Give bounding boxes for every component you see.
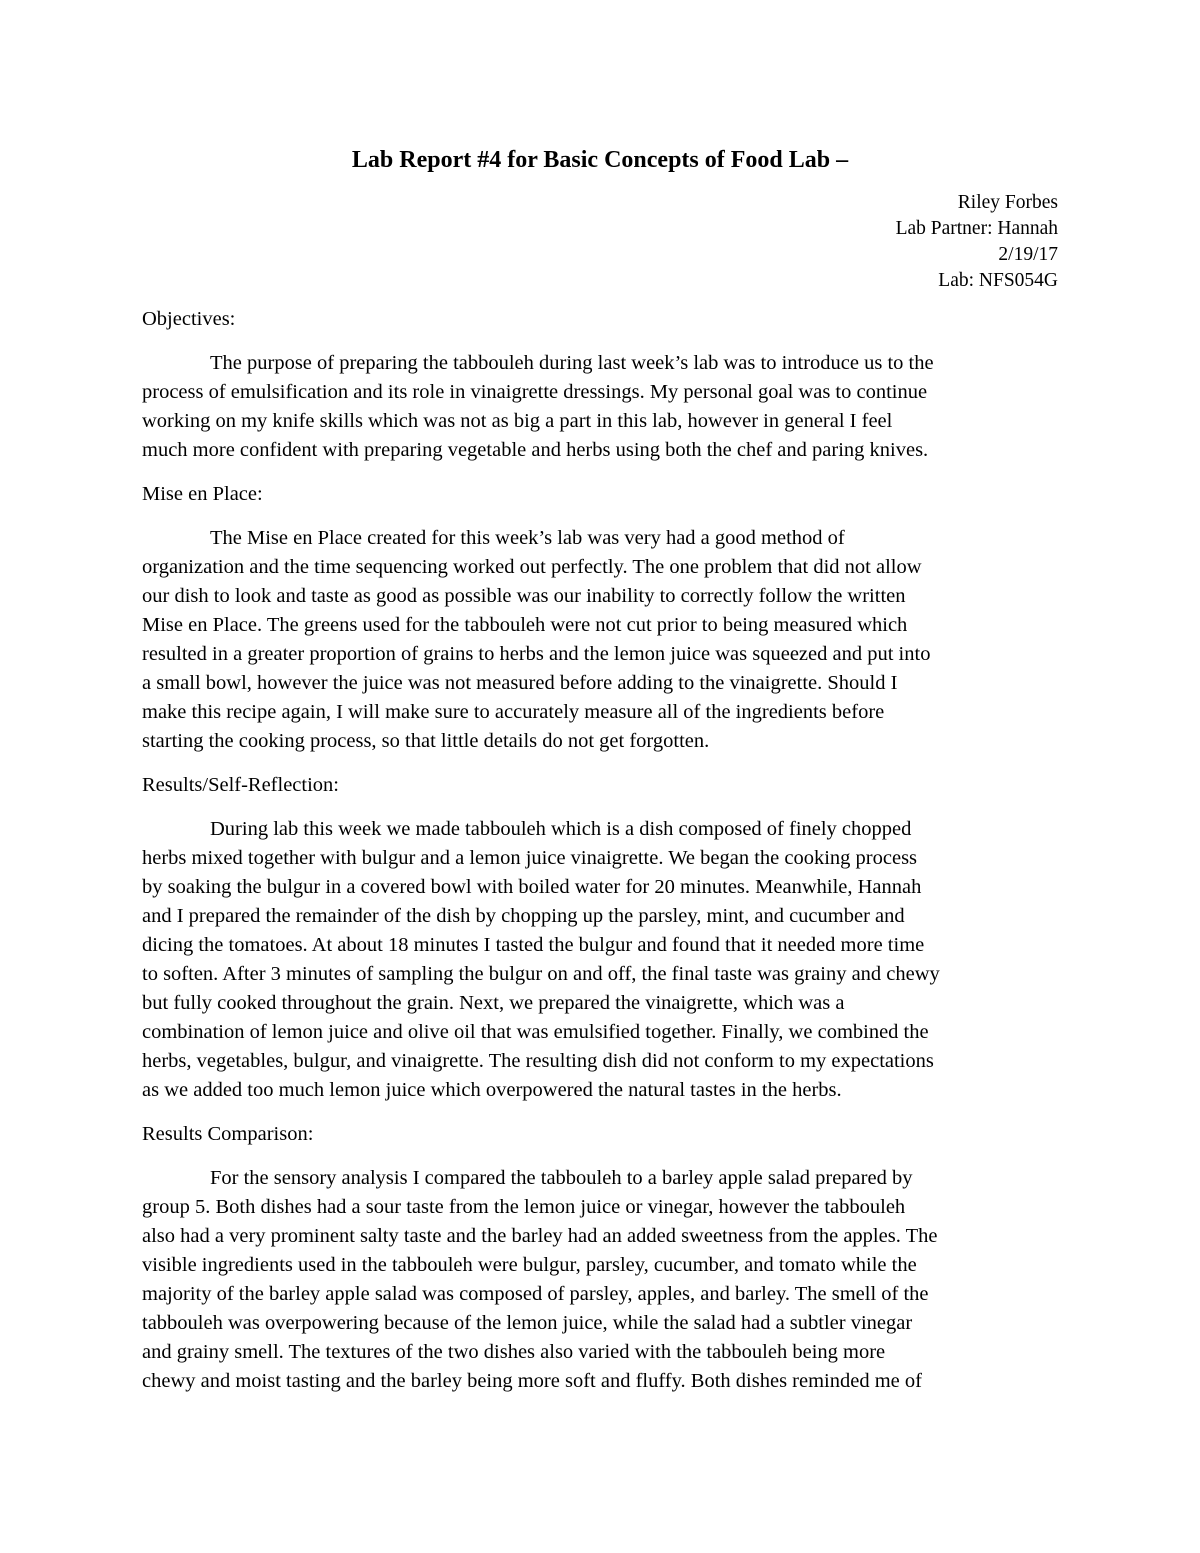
paragraph-line: make this recipe again, I will make sure to accurately measure all of the ingredients before	[142, 701, 885, 723]
paragraph-line: majority of the barley apple salad was composed of parsley, apples, and barley. The smell of the	[142, 1283, 929, 1305]
section-heading: Objectives:	[142, 308, 236, 330]
paragraph-line: group 5. Both dishes had a sour taste from the lemon juice or vinegar, however the tabbouleh	[142, 1196, 906, 1218]
paragraph-line: a small bowl, however the juice was not measured before adding to the vinaigrette. Should I	[142, 672, 898, 694]
paragraph-line: as we added too much lemon juice which overpowered the natural tastes in the herbs.	[142, 1079, 842, 1101]
paragraph-line: organization and the time sequencing worked out perfectly. The one problem that did not allow	[142, 556, 922, 578]
section-heading: Mise en Place:	[142, 483, 263, 505]
paragraph-line: For the sensory analysis I compared the tabbouleh to a barley apple salad prepared by	[210, 1167, 913, 1189]
paragraph-line: to soften. After 3 minutes of sampling the bulgur on and off, the final taste was grainy and chewy	[142, 963, 940, 985]
paragraph-line: much more confident with preparing vegetable and herbs using both the chef and paring knives.	[142, 439, 929, 461]
section-objectives	[142, 305, 1062, 465]
paragraph-line: and grainy smell. The textures of the two dishes also varied with the tabbouleh being more	[142, 1341, 886, 1363]
paragraph-line: working on my knife skills which was not as big a part in this lab, however in general I feel	[142, 410, 893, 432]
paragraph-line: The purpose of preparing the tabbouleh during last week’s lab was to introduce us to the	[210, 352, 934, 374]
lab-partner: Lab Partner: Hannah	[895, 218, 1058, 239]
document-title: Lab Report #4 for Basic Concepts of Food Lab –	[351, 147, 849, 173]
section-paragraph	[142, 815, 1062, 1105]
paragraph-line: but fully cooked throughout the grain. Next, we prepared the vinaigrette, which was a	[142, 992, 845, 1014]
section-paragraph	[142, 349, 1062, 465]
paragraph-line: herbs, vegetables, bulgur, and vinaigrette. The resulting dish did not conform to my expectations	[142, 1050, 934, 1072]
lab-code: Lab: NFS054G	[938, 270, 1058, 291]
author-name: Riley Forbes	[957, 192, 1058, 213]
section-results-self-reflection	[142, 771, 1062, 1105]
paragraph-line: The Mise en Place created for this week’s lab was very had a good method of	[210, 527, 845, 549]
paragraph-line: combination of lemon juice and olive oil that was emulsified together. Finally, we combined the	[142, 1021, 929, 1043]
report-date: 2/19/17	[998, 244, 1058, 265]
section-results-comparison	[142, 1120, 1062, 1396]
document-body	[142, 305, 1062, 1411]
paragraph-line: process of emulsification and its role in vinaigrette dressings. My personal goal was to continue	[142, 381, 928, 403]
paragraph-line: our dish to look and taste as good as possible was our inability to correctly follow the written	[142, 585, 906, 607]
paragraph-line: tabbouleh was overpowering because of the lemon juice, while the salad had a subtler vinegar	[142, 1312, 913, 1334]
paragraph-line: herbs mixed together with bulgur and a lemon juice vinaigrette. We began the cooking process	[142, 847, 918, 869]
section-heading: Results/Self-Reflection:	[142, 774, 339, 796]
author-block	[896, 190, 1058, 294]
section-mise-en-place	[142, 480, 1062, 756]
paragraph-line: by soaking the bulgur in a covered bowl with boiled water for 20 minutes. Meanwhile, Hannah	[142, 876, 922, 898]
paragraph-line: visible ingredients used in the tabbouleh were bulgur, parsley, cucumber, and tomato while the	[142, 1254, 917, 1276]
section-paragraph	[142, 524, 1062, 756]
section-paragraph	[142, 1164, 1062, 1396]
paragraph-line: also had a very prominent salty taste and the barley had an added sweetness from the apples. The	[142, 1225, 938, 1247]
paragraph-line: chewy and moist tasting and the barley being more soft and fluffy. Both dishes reminded me of	[142, 1370, 922, 1392]
section-heading: Results Comparison:	[142, 1123, 314, 1145]
paragraph-line: Mise en Place. The greens used for the tabbouleh were not cut prior to being measured which	[142, 614, 908, 636]
paragraph-line: During lab this week we made tabbouleh which is a dish composed of finely chopped	[210, 818, 912, 840]
paragraph-line: starting the cooking process, so that little details do not get forgotten.	[142, 730, 710, 752]
paragraph-line: resulted in a greater proportion of grains to herbs and the lemon juice was squeezed and put into	[142, 643, 931, 665]
paragraph-line: and I prepared the remainder of the dish by chopping up the parsley, mint, and cucumber and	[142, 905, 905, 927]
paragraph-line: dicing the tomatoes. At about 18 minutes I tasted the bulgur and found that it needed more time	[142, 934, 925, 956]
